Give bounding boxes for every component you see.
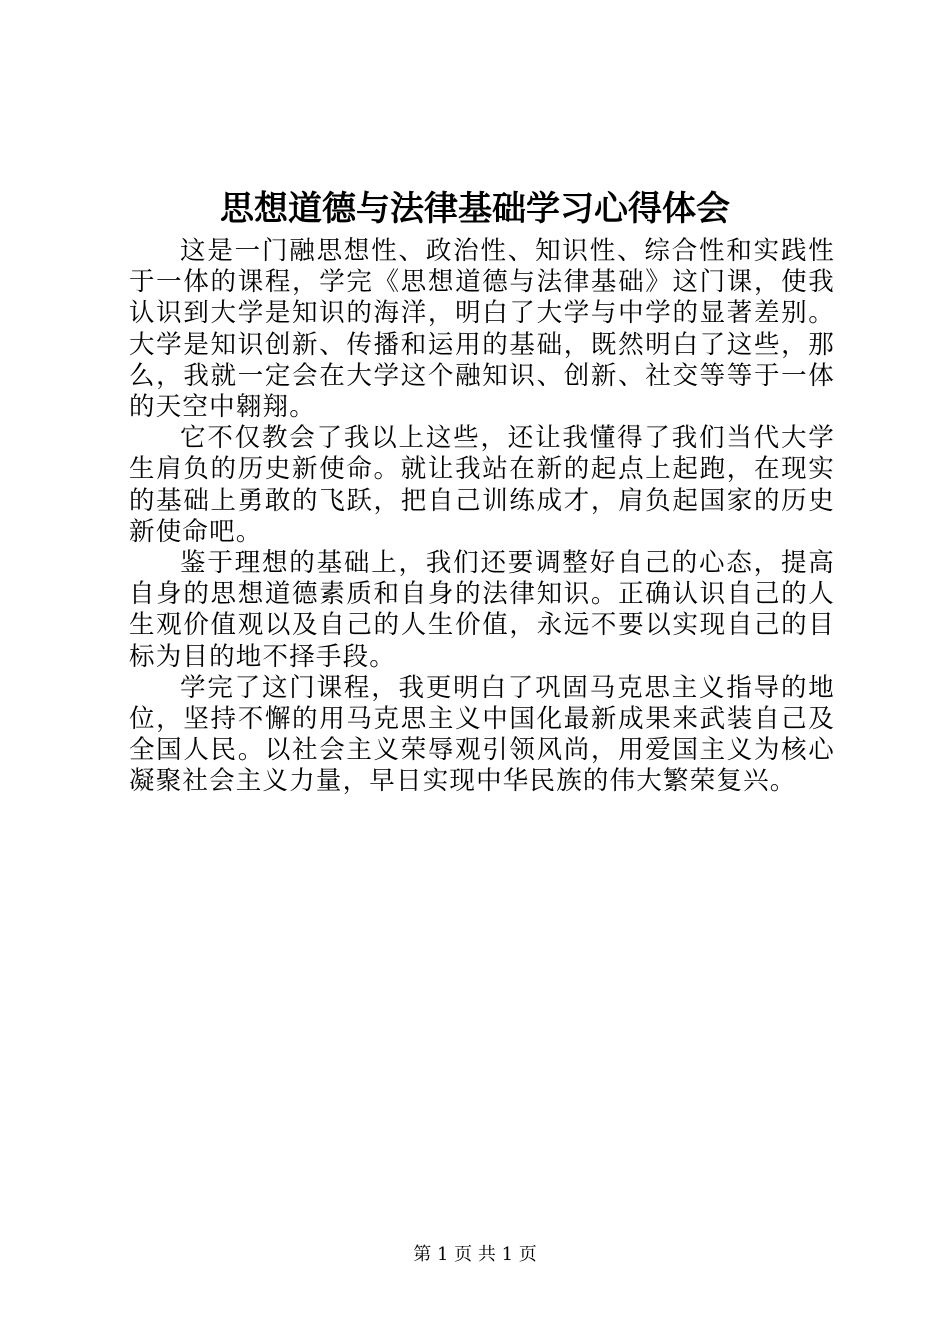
paragraph-4: 学完了这门课程，我更明白了巩固马克思主义指导的地位，坚持不懈的用马克思主义中国化最新成果来武装自己及全国人民。以社会主义荣辱观引领风尚，用爱国主义为核心凝聚社会主义力量，早日实现中华民族的伟大繁荣复兴。 xyxy=(129,672,835,797)
document-body xyxy=(129,236,835,798)
paragraph-1: 这是一门融思想性、政治性、知识性、综合性和实践性于一体的课程，学完《思想道德与法律基础》这门课，使我认识到大学是知识的海洋，明白了大学与中学的显著差别。大学是知识创新、传播和运用的基础，既然明白了这些，那么，我就一定会在大学这个融知识、创新、社交等等于一体的天空中翱翔。 xyxy=(129,236,835,423)
document-title: 思想道德与法律基础学习心得体会 xyxy=(220,189,730,229)
page-footer: 第 1 页 共 1 页 xyxy=(413,1244,537,1265)
paragraph-3: 鉴于理想的基础上，我们还要调整好自己的心态，提高自身的思想道德素质和自身的法律知识。正确认识自己的人生观价值观以及自己的人生价值，永远不要以实现自己的目标为目的地不择手段。 xyxy=(129,548,835,672)
paragraph-2: 它不仅教会了我以上这些，还让我懂得了我们当代大学生肩负的历史新使命。就让我站在新的起点上起跑，在现实的基础上勇敢的飞跃，把自己训练成才，肩负起国家的历史新使命吧。 xyxy=(129,423,835,547)
